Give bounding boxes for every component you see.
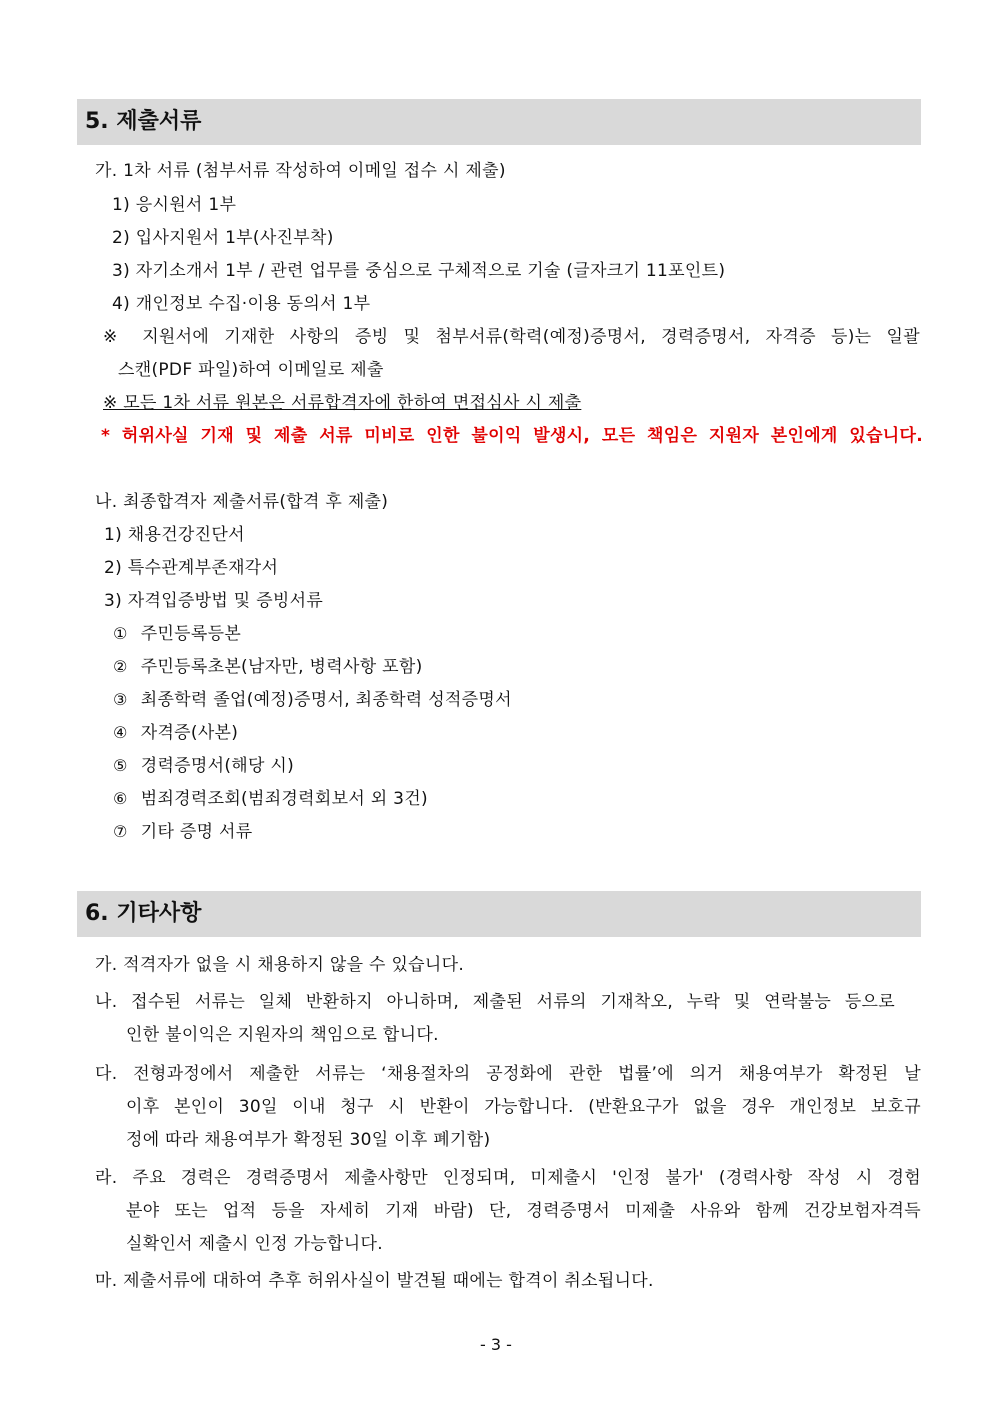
section-6-item-da-cont: 정에 따라 채용여부가 확정된 30일 이후 폐기함) bbox=[126, 1130, 491, 1150]
sub-list-marker: ② bbox=[113, 657, 128, 676]
note-line: 스캔(PDF 파일)하여 이메일로 제출 bbox=[118, 360, 384, 380]
note-line: ※ 지원서에 기재한 사항의 증빙 및 첨부서류(학력(예정)증명서, 경력증명서, 자격증 등)는 일괄 bbox=[103, 327, 920, 347]
section-6-item-ga: 가. 적격자가 없을 시 채용하지 않을 수 있습니다. bbox=[95, 955, 465, 975]
list-item: 2) 특수관계부존재각서 bbox=[104, 558, 279, 578]
sub-list-marker: ① bbox=[113, 624, 128, 643]
sub-list-item: ③ 최종학력 졸업(예정)증명서, 최종학력 성적증명서 bbox=[113, 690, 512, 710]
section-6-item-ra: 라. 주요 경력은 경력증명서 제출사항만 인정되며, 미제출시 '인정 불가' (경력사항 작성 시 경험 bbox=[95, 1168, 921, 1188]
section-6-item-ra-cont: 분야 또는 업적 등을 자세히 기재 바람) 단, 경력증명서 미제출 사유와 함께 건강보험자격득 bbox=[126, 1201, 921, 1221]
section-6-item-ra-cont: 실확인서 제출시 인정 가능합니다. bbox=[126, 1234, 383, 1254]
section-6-item-da: 다. 전형과정에서 제출한 서류는 ‘채용절차의 공정화에 관한 법률’에 의거 채용여부가 확정된 날 bbox=[95, 1064, 921, 1084]
page-number: - 3 - bbox=[480, 1335, 512, 1354]
list-item: 1) 채용건강진단서 bbox=[104, 525, 245, 545]
list-item: 1) 응시원서 1부 bbox=[112, 195, 237, 215]
sub-list-item: ⑤ 경력증명서(해당 시) bbox=[113, 756, 295, 776]
list-item: 4) 개인정보 수집·이용 동의서 1부 bbox=[112, 294, 371, 314]
list-item: 3) 자격입증방법 및 증빙서류 bbox=[104, 591, 324, 611]
sub-list-marker: ③ bbox=[113, 690, 128, 709]
list-item: 2) 입사지원서 1부(사진부착) bbox=[112, 228, 334, 248]
sub-list-marker: ⑥ bbox=[113, 789, 128, 808]
sub-list-item: ⑥ 범죄경력조회(범죄경력회보서 외 3건) bbox=[113, 789, 428, 809]
section-5-a-title: 가. 1차 서류 (첨부서류 작성하여 이메일 접수 시 제출) bbox=[95, 161, 506, 181]
section-6-item-na-cont: 인한 불이익은 지원자의 책임으로 합니다. bbox=[126, 1025, 439, 1045]
sub-list-marker: ⑤ bbox=[113, 756, 128, 775]
section-6-item-da-cont: 이후 본인이 30일 이내 청구 시 반환이 가능합니다. (반환요구가 없을 경우 개인정보 보호규 bbox=[126, 1097, 921, 1117]
sub-list-item: ⑦ 기타 증명 서류 bbox=[113, 822, 253, 842]
sub-list-item: ① 주민등록등본 bbox=[113, 624, 242, 644]
list-item: 3) 자기소개서 1부 / 관련 업무를 중심으로 구체적으로 기술 (글자크기 11포인트) bbox=[112, 261, 726, 281]
section-6-item-ma: 마. 제출서류에 대하여 추후 허위사실이 발견될 때에는 합격이 취소됩니다. bbox=[95, 1271, 654, 1291]
sub-list-marker: ⑦ bbox=[113, 822, 128, 841]
section-6-item-na: 나. 접수된 서류는 일체 반환하지 아니하며, 제출된 서류의 기재착오, 누락 및 연락불능 등으로 bbox=[95, 992, 895, 1012]
note-underlined: ※ 모든 1차 서류 원본은 서류합격자에 한하여 면접심사 시 제출 bbox=[103, 393, 582, 413]
sub-list-item: ④ 자격증(사본) bbox=[113, 723, 239, 743]
section-5-header: 5. 제출서류 bbox=[77, 99, 921, 145]
section-5-b-title: 나. 최종합격자 제출서류(합격 후 제출) bbox=[95, 492, 389, 512]
section-6-header: 6. 기타사항 bbox=[77, 891, 921, 937]
sub-list-marker: ④ bbox=[113, 723, 128, 742]
sub-list-item: ② 주민등록초본(남자만, 병력사항 포함) bbox=[113, 657, 423, 677]
warning-text: * 허위사실 기재 및 제출 서류 미비로 인한 불이익 발생시, 모든 책임은 지원자 본인에게 있습니다. bbox=[101, 426, 923, 446]
